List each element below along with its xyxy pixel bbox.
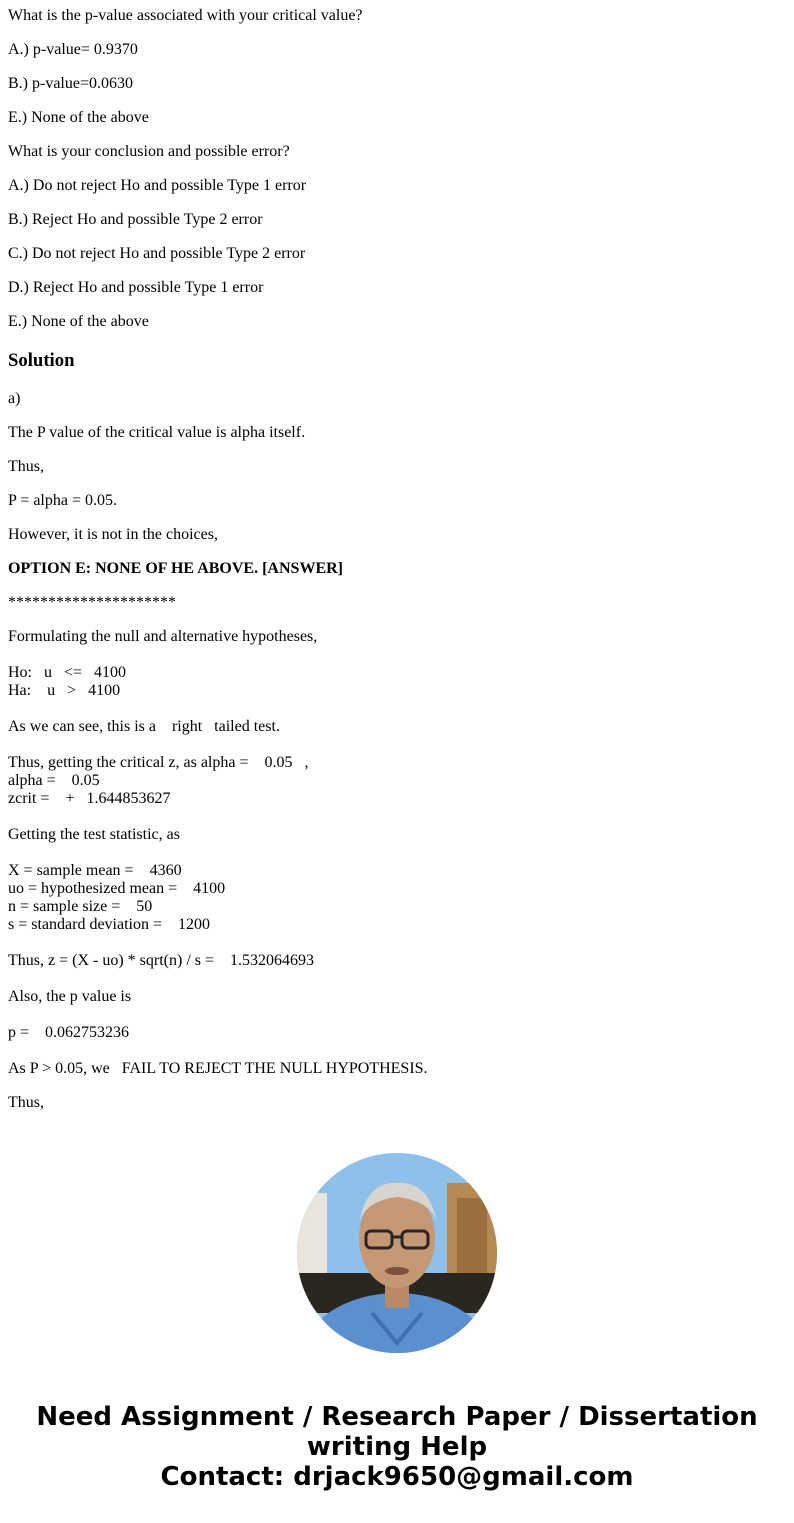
zcrit-line: zcrit = + 1.644853627 xyxy=(8,790,171,807)
formulating-text: Formulating the null and alternative hypotheses, xyxy=(8,628,318,645)
avatar xyxy=(297,1153,497,1353)
alternative-hypothesis: Ha: u > 4100 xyxy=(8,682,121,699)
tail-text: As we can see, this is a right tailed test. xyxy=(8,718,280,735)
separator-stars: ********************* xyxy=(8,594,176,611)
p-value-line: p = 0.062753236 xyxy=(8,1024,130,1041)
question-2-option-c: C.) Do not reject Ho and possible Type 2 error xyxy=(8,245,306,262)
sample-size-line: n = sample size = 50 xyxy=(8,898,153,915)
question-1-option-a: A.) p-value= 0.9370 xyxy=(8,41,138,58)
z-statistic-line: Thus, z = (X - uo) * sqrt(n) / s = 1.532064693 xyxy=(8,952,315,969)
banner-contact-email: Contact: drjack9650@gmail.com xyxy=(160,1462,634,1492)
hypothesized-mean-line: uo = hypothesized mean = 4100 xyxy=(8,880,226,897)
solution-answer: OPTION E: NONE OF HE ABOVE. [ANSWER] xyxy=(8,560,343,577)
avatar-portrait xyxy=(297,1153,497,1353)
question-1-option-b: B.) p-value=0.0630 xyxy=(8,75,133,92)
null-hypothesis: Ho: u <= 4100 xyxy=(8,664,127,681)
solution-part-a: a) xyxy=(8,390,21,407)
question-2-option-b: B.) Reject Ho and possible Type 2 error xyxy=(8,211,263,228)
solution-paragraph-2: Thus, xyxy=(8,458,44,475)
thus-end: Thus, xyxy=(8,1094,44,1111)
question-1-option-e: E.) None of the above xyxy=(8,109,149,126)
banner-line-1: Need Assignment / Research Paper / Dissertation xyxy=(36,1402,758,1432)
sample-mean-line: X = sample mean = 4360 xyxy=(8,862,182,879)
solution-paragraph-1: The P value of the critical value is alpha itself. xyxy=(8,424,306,441)
p-value-intro: Also, the p value is xyxy=(8,988,132,1005)
critical-intro: Thus, getting the critical z, as alpha = 0.05 , xyxy=(8,754,309,771)
question-2-option-e: E.) None of the above xyxy=(8,313,149,330)
solution-paragraph-4: However, it is not in the choices, xyxy=(8,526,218,543)
question-1-prompt: What is the p-value associated with your critical value? xyxy=(8,7,363,24)
alpha-line: alpha = 0.05 xyxy=(8,772,100,789)
std-dev-line: s = standard deviation = 1200 xyxy=(8,916,211,933)
question-2-option-a: A.) Do not reject Ho and possible Type 1 error xyxy=(8,177,307,194)
question-2-prompt: What is your conclusion and possible error? xyxy=(8,143,290,160)
test-statistic-intro: Getting the test statistic, as xyxy=(8,826,180,843)
conclusion-line: As P > 0.05, we FAIL TO REJECT THE NULL HYPOTHESIS. xyxy=(8,1060,428,1077)
contact-banner xyxy=(0,1402,794,1492)
question-2-option-d: D.) Reject Ho and possible Type 1 error xyxy=(8,279,264,296)
banner-line-2: writing Help xyxy=(306,1432,488,1462)
solution-paragraph-3: P = alpha = 0.05. xyxy=(8,492,117,509)
solution-heading: Solution xyxy=(8,350,75,371)
